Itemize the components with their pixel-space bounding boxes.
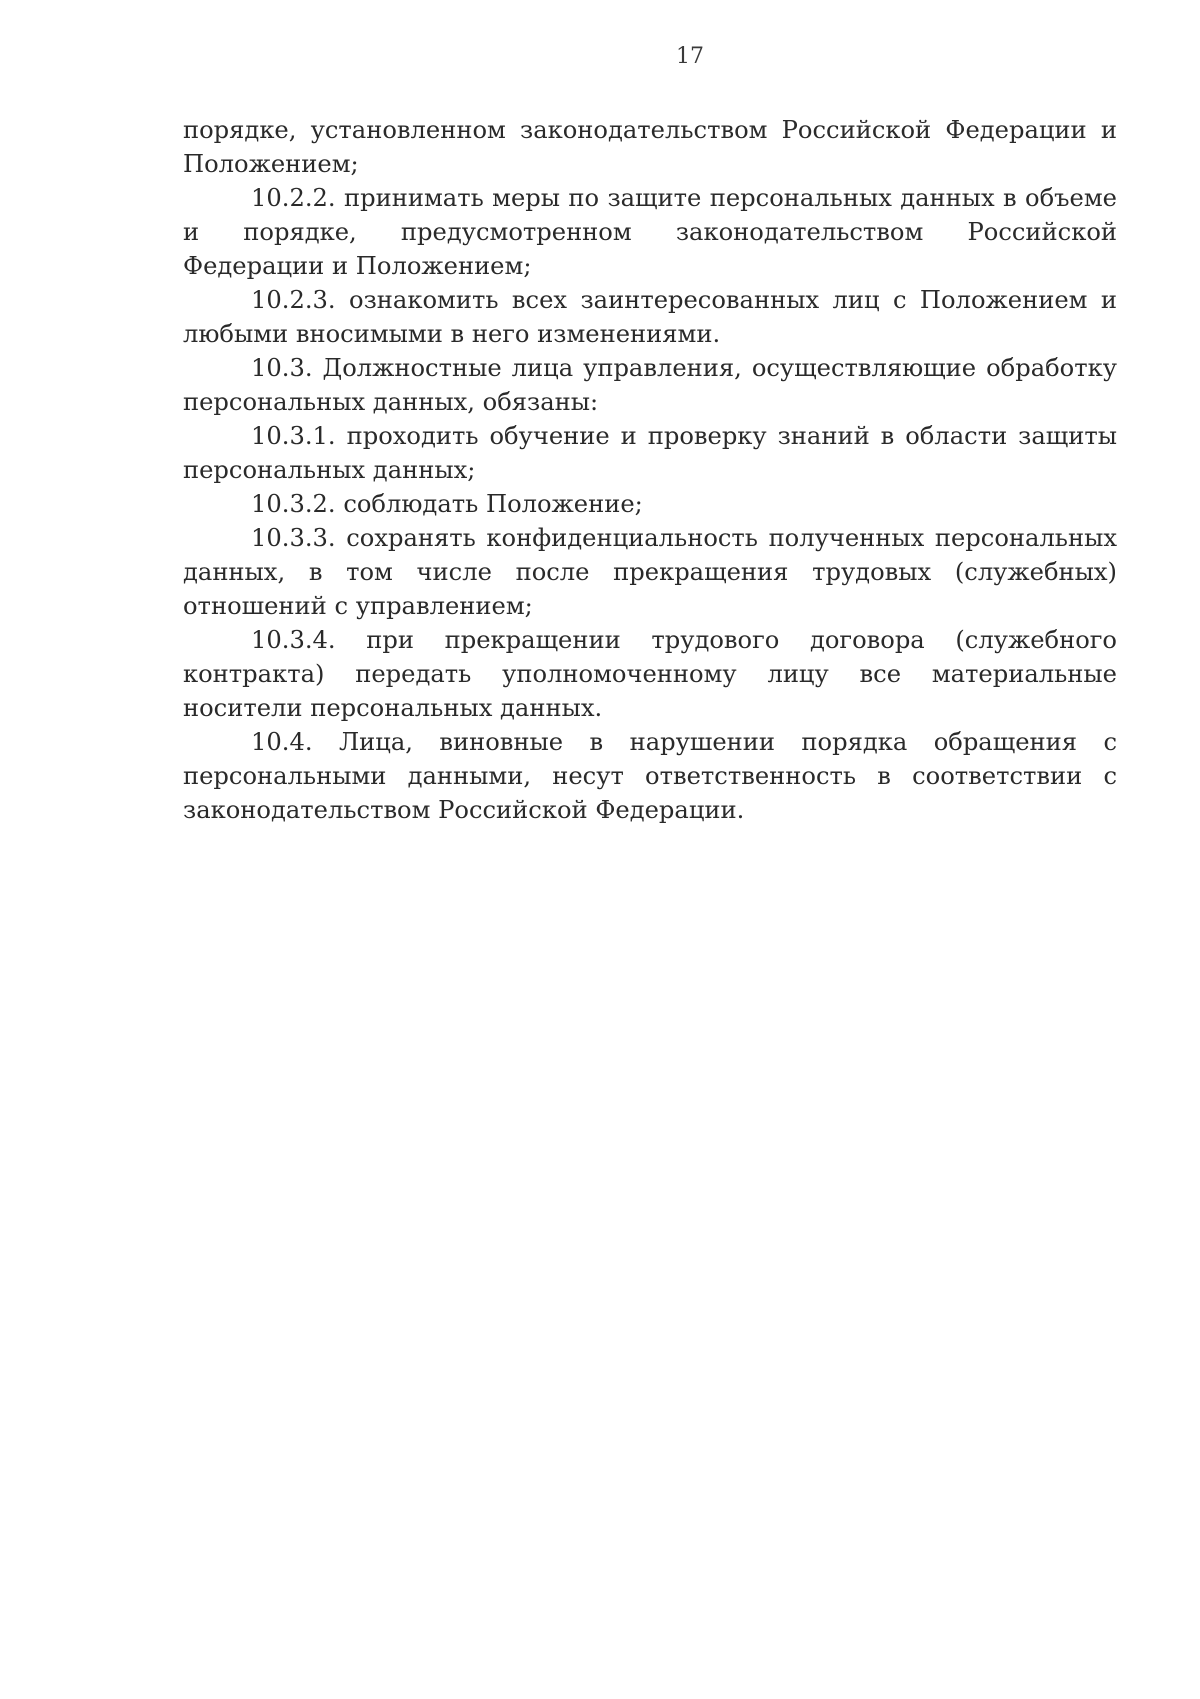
paragraph-text: ознакомить всех заинтересованных лиц с Положением и любыми вносимыми в него изменениями. <box>183 286 1117 348</box>
paragraph-text: порядке, установленном законодательством Российской Федерации и Положением; <box>183 116 1117 178</box>
document-body <box>183 113 1117 827</box>
page-number: 17 <box>676 44 704 69</box>
paragraph-10-3-1 <box>183 419 1117 487</box>
paragraph-text: Лица, виновные в нарушении порядка обращения с персональными данными, несут ответственность в соответствии с законодательством Российской Федерации. <box>183 728 1117 824</box>
paragraph-10-3 <box>183 351 1117 419</box>
paragraph-text: проходить обучение и проверку знаний в области защиты персональных данных; <box>183 422 1117 484</box>
paragraph-number: 10.2.3. <box>251 286 336 314</box>
paragraph-10-2-2 <box>183 181 1117 283</box>
paragraph-text: при прекращении трудового договора (служебного контракта) передать уполномоченному лицу все материальные носители персональных данных. <box>183 626 1117 722</box>
paragraph-text: сохранять конфиденциальность полученных персональных данных, в том числе после прекращения трудовых (служебных) отношений с управлением; <box>183 524 1117 620</box>
paragraph-number: 10.3.2. <box>251 490 336 518</box>
paragraph-10-3-4 <box>183 623 1117 725</box>
paragraph-text: соблюдать Положение; <box>343 490 643 518</box>
paragraph-text: Должностные лица управления, осуществляющие обработку персональных данных, обязаны: <box>183 354 1117 416</box>
paragraph-number: 10.3.4. <box>251 626 336 654</box>
paragraph-text: принимать меры по защите персональных данных в объеме и порядке, предусмотренном законодательством Российской Федерации и Положением; <box>183 184 1117 280</box>
paragraph-continuation <box>183 113 1117 181</box>
paragraph-number: 10.3.3. <box>251 524 336 552</box>
paragraph-number: 10.3. <box>251 354 313 382</box>
paragraph-number: 10.3.1. <box>251 422 336 450</box>
paragraph-number: 10.2.2. <box>251 184 336 212</box>
paragraph-10-4 <box>183 725 1117 827</box>
paragraph-number: 10.4. <box>251 728 313 756</box>
paragraph-10-3-2 <box>183 487 1117 521</box>
paragraph-10-3-3 <box>183 521 1117 623</box>
paragraph-10-2-3 <box>183 283 1117 351</box>
